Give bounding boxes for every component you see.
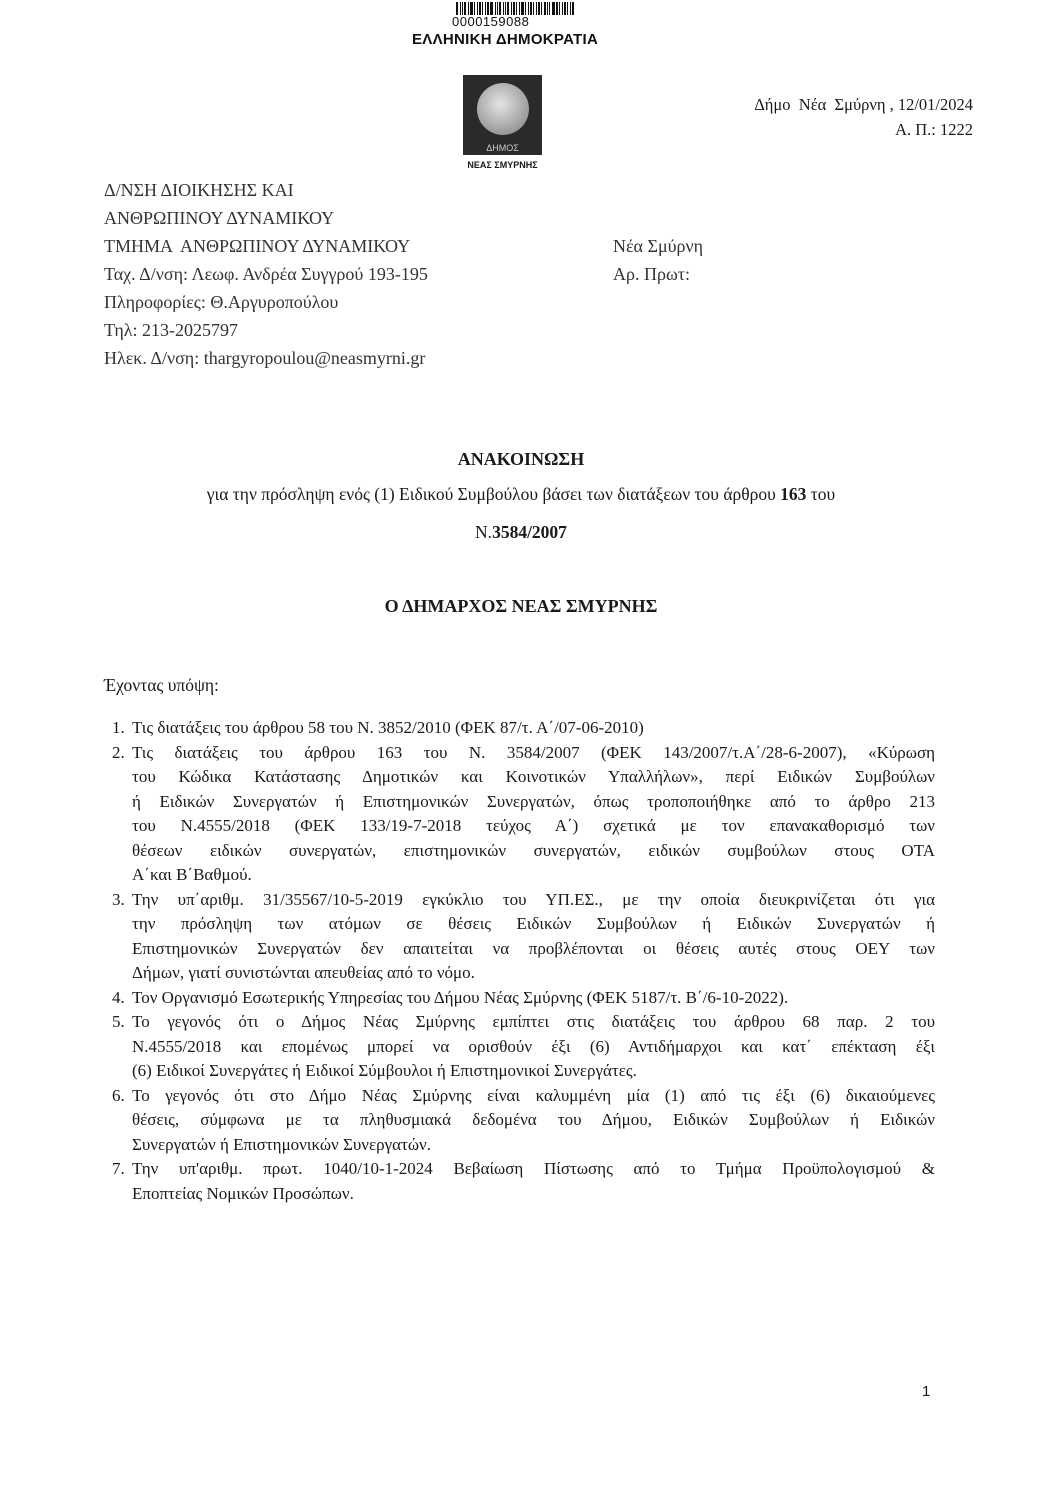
republic-heading: ΕΛΛΗΝΙΚΗ ΔΗΜΟΚΡΑΤΙΑ — [412, 31, 599, 48]
barcode-bar — [572, 2, 574, 15]
mayor-heading: Ο ΔΗΜΑΡΧΟΣ ΝΕΑΣ ΣΜΥΡΝΗΣ — [384, 596, 658, 616]
logo-caption: ΝΕΑΣ ΣΜΥΡΝΗΣ — [467, 160, 538, 170]
list-item — [112, 741, 935, 888]
announcement-subtitle — [0, 484, 1042, 505]
text-line: του Κώδικα Κατάστασης Δημοτικών και Κοινοτικών Υπαλλήλων», περί Ειδικών Συμβούλων — [132, 767, 935, 786]
sender-line: ΤΜΗΜΑ ΑΝΘΡΩΠΙΝΟΥ ΔΥΝΑΜΙΚΟΥ — [104, 236, 411, 256]
barcode-bar — [544, 2, 546, 15]
list-item-text — [132, 888, 935, 986]
list-item-text — [132, 716, 935, 741]
list-item-number: 3. — [112, 889, 125, 909]
text-line: θέσεων ειδικών συνεργατών, επιστημονικών συνεργατών, ειδικών συμβούλων στους ΟΤΑ — [132, 840, 935, 860]
list-item — [112, 716, 935, 741]
municipality-logo — [463, 75, 542, 155]
barcode-bar — [538, 2, 540, 15]
list-item-number: 5. — [112, 1012, 125, 1031]
text-line: Την υπ'αριθμ. πρωτ. 1040/10-1-2024 Βεβαίωση Πίστωσης από το Τμήμα Προϋπολογισμού & — [132, 1159, 935, 1178]
protocol-number-line: Αρ. Πρωτ: — [613, 264, 691, 284]
law-reference — [0, 522, 1042, 543]
text-line: την πρόσληψη των ατόμων σε θέσεις Ειδικών Συμβούλων ή Ειδικών Συνεργατών ή — [132, 914, 935, 933]
coin-emblem-icon — [477, 83, 529, 135]
logo-word: ΔΗΜΟΣ — [486, 143, 519, 153]
page-number: 1 — [922, 1383, 931, 1400]
barcode-bar — [549, 2, 550, 15]
law-number: 3584/2007 — [492, 522, 567, 542]
announcement-title: ΑΝΑΚΟΙΝΩΣΗ — [457, 449, 585, 469]
text-line: Συνεργατών ή Επιστημονικών Συνεργατών. — [132, 1134, 431, 1154]
sender-line: Τηλ: 213-2025797 — [104, 320, 238, 340]
text-line: Το γεγονός ότι ο Δήμος Νέας Σμύρνης εμπίπτει στις διατάξεις του άρθρου 68 παρ. 2 του — [132, 1012, 935, 1031]
list-item-number: 1. — [112, 718, 125, 737]
list-item-text — [132, 1084, 935, 1158]
text-line: Α΄και Β΄Βαθμού. — [132, 865, 252, 884]
barcode-bar — [533, 2, 534, 15]
intro-text: Έχοντας υπόψη: — [104, 675, 219, 695]
sender-line: ΑΝΘΡΩΠΙΝΟΥ ΔΥΝΑΜΙΚΟΥ — [104, 208, 335, 228]
list-item — [112, 1010, 935, 1084]
barcode-bar — [541, 2, 542, 15]
subtitle-text: για την πρόσληψη ενός (1) Ειδικού Συμβούλου βάσει των διατάξεων του άρθρου — [206, 484, 781, 504]
text-line: Την υπ΄αριθμ. 31/35567/10-5-2019 εγκύκλιο του ΥΠ.ΕΣ., με την οποία διευκρινίζεται ότι για — [132, 889, 935, 909]
sender-right-block — [613, 232, 703, 288]
list-item-text — [132, 741, 935, 888]
text-line: του Ν.4555/2018 (ΦΕΚ 133/19-7-2018 τεύχος Α΄) σχετικά με τον επανακαθορισμό των — [132, 816, 935, 835]
list-item-text — [132, 1157, 935, 1206]
text-line: Επιστημονικών Συνεργατών δεν απαιτείται να προβλέπονται οι θέσεις αυτές στους ΟΕΥ των — [132, 938, 935, 958]
sender-email: Ηλεκ. Δ/νση: thargyropoulou@neasmyrni.gr — [104, 348, 426, 368]
law-prefix: Ν. — [475, 522, 493, 542]
list-item — [112, 1157, 935, 1206]
barcode-bar — [559, 2, 560, 15]
sender-block — [104, 176, 428, 372]
list-item — [112, 986, 935, 1011]
list-item-text — [132, 1010, 935, 1084]
list-item-number: 7. — [112, 1159, 125, 1178]
text-line: Εποπτείας Νομικών Προσώπων. — [132, 1183, 354, 1203]
text-line: ή Ειδικών Συνεργατών ή Επιστημονικών Συνεργατών, όπως τροποποιήθηκε από το άρθρο 213 — [132, 791, 935, 811]
text-line: Δήμων, γιατί συνιστώνται απευθείας από το νόμο. — [132, 963, 475, 982]
date-block — [754, 92, 973, 142]
text-line: Τις διατάξεις του άρθρου 163 του Ν. 3584/2007 (ΦΕΚ 143/2007/τ.Α΄/28-6-2007), «Κύρωση — [132, 742, 935, 762]
list-item-number: 4. — [112, 987, 125, 1007]
sender-line: Δ/ΝΣΗ ΔΙΟΙΚΗΣΗΣ ΚΑΙ — [104, 180, 294, 200]
list-item-number: 6. — [112, 1085, 125, 1105]
date-line: Δήμο Νέα Σμύρνη , 12/01/2024 — [754, 95, 973, 114]
barcode-bar — [570, 2, 571, 15]
sender-line: Ταχ. Δ/νση: Λεωφ. Ανδρέα Συγγρού 193-195 — [104, 264, 428, 284]
text-line: Το γεγονός ότι στο Δήμο Νέας Σμύρνης είναι καλυμμένη μία (1) από τις έξι (6) δικαιούμενες — [132, 1085, 935, 1105]
text-line: Ν.4555/2018 και επομένως μπορεί να ορισθούν έξι (6) Αντιδήμαρχοι και κατ΄ επέκταση έξι — [132, 1036, 935, 1056]
barcode-bar — [564, 2, 566, 15]
considerations-list — [112, 716, 935, 1206]
text-line: (6) Ειδικοί Συνεργάτες ή Ειδικοί Σύμβουλοι ή Επιστημονικοί Συνεργάτες. — [132, 1061, 637, 1080]
list-item-number: 2. — [112, 742, 125, 762]
barcode-bar — [547, 2, 548, 15]
subtitle-end: του — [806, 484, 836, 504]
text-line: θέσεις, σύμφωνα με τα πληθυσμιακά δεδομένα του Δήμου, Ειδικών Συμβούλων ή Ειδικών — [132, 1110, 935, 1129]
barcode-bar — [562, 2, 563, 15]
list-item — [112, 888, 935, 986]
barcode-bar — [556, 2, 558, 15]
barcode-bar — [552, 2, 555, 15]
barcode-bar — [536, 2, 537, 15]
text-line: Τον Οργανισμό Εσωτερικής Υπηρεσίας του Δήμου Νέας Σμύρνης (ΦΕΚ 5187/τ. Β΄/6-10-2022). — [132, 987, 789, 1007]
barcode-bar — [567, 2, 568, 15]
list-item — [112, 1084, 935, 1158]
list-item-text — [132, 986, 935, 1011]
sender-line: Πληροφορίες: Θ.Αργυροπούλου — [104, 292, 339, 312]
barcode-number: 0000159088 — [452, 14, 530, 29]
protocol-line: Α. Π.: 1222 — [895, 120, 973, 139]
text-line: Τις διατάξεις του άρθρου 58 του Ν. 3852/2010 (ΦΕΚ 87/τ. Α΄/07-06-2010) — [132, 718, 644, 737]
barcode-bar — [530, 2, 532, 15]
subtitle-article: 163 — [780, 484, 807, 504]
place-line: Νέα Σμύρνη — [613, 236, 704, 256]
